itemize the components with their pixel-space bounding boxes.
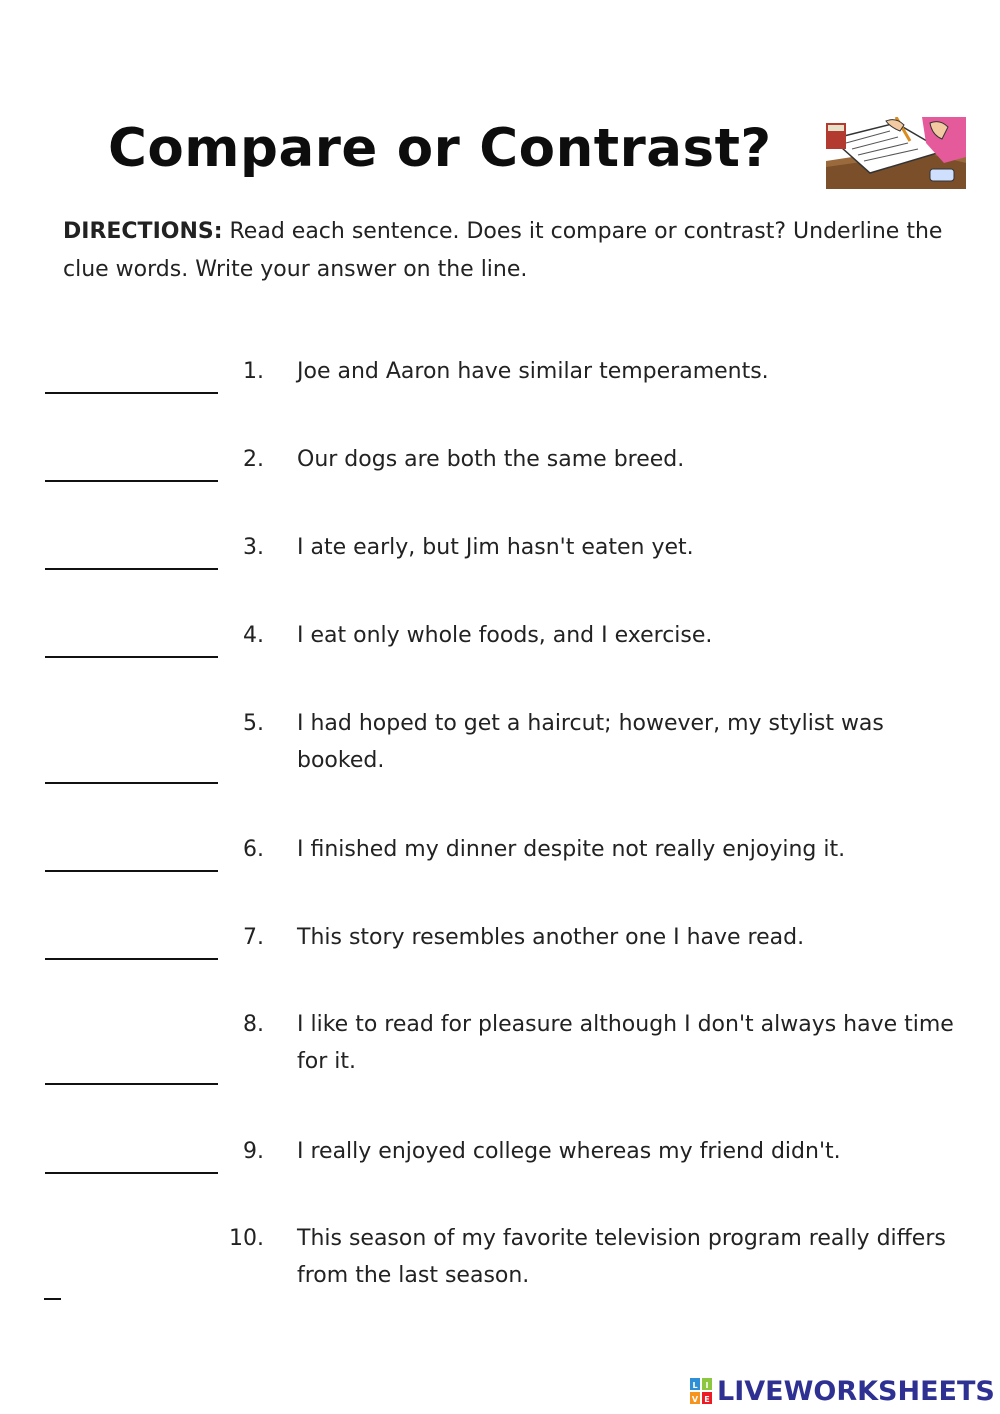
- page-title: Compare or Contrast?: [108, 118, 772, 179]
- question-text: I really enjoyed college whereas my friend didn't.: [297, 1139, 841, 1164]
- answer-line[interactable]: [45, 480, 218, 482]
- question-text: I had hoped to get a haircut; however, my stylist was booked.: [297, 711, 884, 773]
- question-text: I like to read for pleasure although I don't always have time for it.: [297, 1012, 954, 1074]
- svg-text:E: E: [704, 1395, 710, 1404]
- student-writing-clipart-icon: [826, 117, 966, 189]
- question-text: I finished my dinner despite not really enjoying it.: [297, 837, 846, 862]
- answer-line[interactable]: [45, 958, 218, 960]
- answer-line[interactable]: [45, 782, 218, 784]
- question-text: Joe and Aaron have similar temperaments.: [297, 359, 769, 384]
- answer-line-stub[interactable]: [44, 1298, 61, 1300]
- question-text: This season of my favorite television program really differs from the last season.: [297, 1226, 946, 1288]
- question-number: 1.: [243, 359, 264, 384]
- question-number: 4.: [243, 623, 264, 648]
- svg-text:I: I: [705, 1381, 709, 1390]
- question-number: 7.: [243, 925, 264, 950]
- question-number: 5.: [243, 711, 264, 736]
- svg-text:L: L: [692, 1381, 698, 1390]
- question-text: Our dogs are both the same breed.: [297, 447, 685, 472]
- answer-line[interactable]: [45, 568, 218, 570]
- question-number: 2.: [243, 447, 264, 472]
- question-number: 6.: [243, 837, 264, 862]
- answer-line[interactable]: [45, 1083, 218, 1085]
- liveworksheets-logo-icon: [690, 1378, 712, 1404]
- liveworksheets-watermark: [690, 1374, 995, 1408]
- directions-label: DIRECTIONS:: [63, 219, 223, 244]
- svg-text:V: V: [691, 1395, 699, 1404]
- answer-line[interactable]: [45, 392, 218, 394]
- question-text: I eat only whole foods, and I exercise.: [297, 623, 713, 648]
- question-text: I ate early, but Jim hasn't eaten yet.: [297, 535, 694, 560]
- answer-line[interactable]: [45, 1172, 218, 1174]
- watermark-text: LIVEWORKSHEETS: [717, 1375, 995, 1407]
- question-number: 9.: [243, 1139, 264, 1164]
- answer-line[interactable]: [45, 870, 218, 872]
- question-number: 8.: [243, 1012, 264, 1037]
- question-number: 3.: [243, 535, 264, 560]
- question-text: This story resembles another one I have read.: [297, 925, 805, 950]
- directions-text: Read each sentence. Does it compare or contrast? Underline the clue words. Write your answer on the line.: [63, 219, 943, 282]
- question-number: 10.: [229, 1226, 264, 1251]
- answer-line[interactable]: [45, 656, 218, 658]
- directions: [63, 213, 943, 289]
